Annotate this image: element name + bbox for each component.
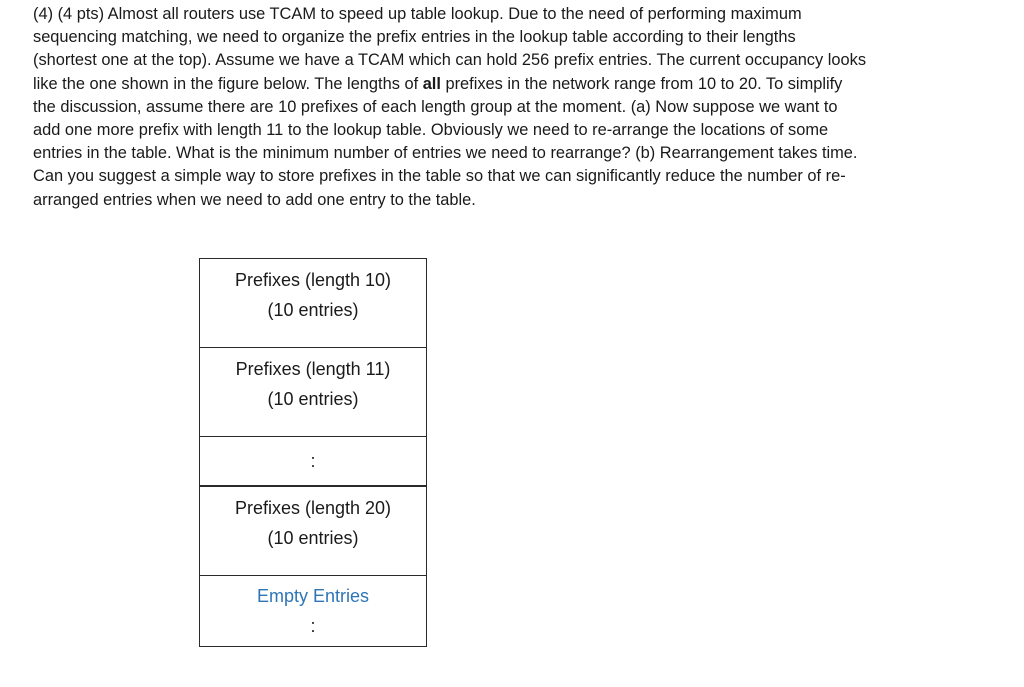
question-emphasis-all: all	[422, 74, 441, 93]
question-line-4-start: like the one shown in the figure below. The lengths of	[33, 74, 423, 93]
cell-title: Prefixes (length 10)	[234, 270, 392, 290]
tcam-table-diagram	[199, 258, 427, 647]
question-text	[33, 3, 933, 212]
question-line-5: the discussion, assume there are 10 prefixes of each length group at the moment. (a) Now suppose we want to	[33, 97, 838, 116]
question-line-4-end: prefixes in the network range from 10 to 20. To simplify	[440, 74, 843, 93]
cell-ellipsis: :	[310, 616, 316, 636]
cell-ellipsis: :	[310, 451, 316, 471]
cell-title: Prefixes (length 11)	[235, 359, 391, 379]
tcam-cell-length-11	[199, 347, 427, 437]
question-line-7: entries in the table. What is the minimum number of entries we need to rearrange? (b) Rearrangement takes time.	[33, 144, 858, 163]
tcam-cell-length-20	[199, 486, 427, 576]
question-line-4	[33, 73, 933, 96]
tcam-cell-ellipsis	[199, 436, 427, 486]
tcam-cell-length-10	[199, 258, 427, 348]
cell-count: (10 entries)	[267, 389, 359, 409]
empty-entries-label: Empty Entries	[256, 586, 370, 606]
cell-title: Prefixes (length 20)	[234, 498, 392, 518]
question-line-9: arranged entries when we need to add one entry to the table.	[33, 190, 476, 209]
question-line-6: add one more prefix with length 11 to the lookup table. Obviously we need to re-arrange the locations of some	[33, 121, 829, 140]
question-line-8: Can you suggest a simple way to store prefixes in the table so that we can significantly reduce the number of re-	[33, 167, 846, 186]
question-line-3: (shortest one at the top). Assume we have a TCAM which can hold 256 prefix entries. The current occupancy looks	[33, 51, 867, 70]
tcam-cell-empty	[199, 575, 427, 647]
cell-count: (10 entries)	[267, 528, 359, 548]
question-line-1: (4) (4 pts) Almost all routers use TCAM to speed up table lookup. Due to the need of performing maximum	[33, 5, 802, 23]
question-line-2: sequencing matching, we need to organize the prefix entries in the lookup table according to their lengths	[33, 28, 796, 47]
cell-count: (10 entries)	[267, 300, 359, 320]
